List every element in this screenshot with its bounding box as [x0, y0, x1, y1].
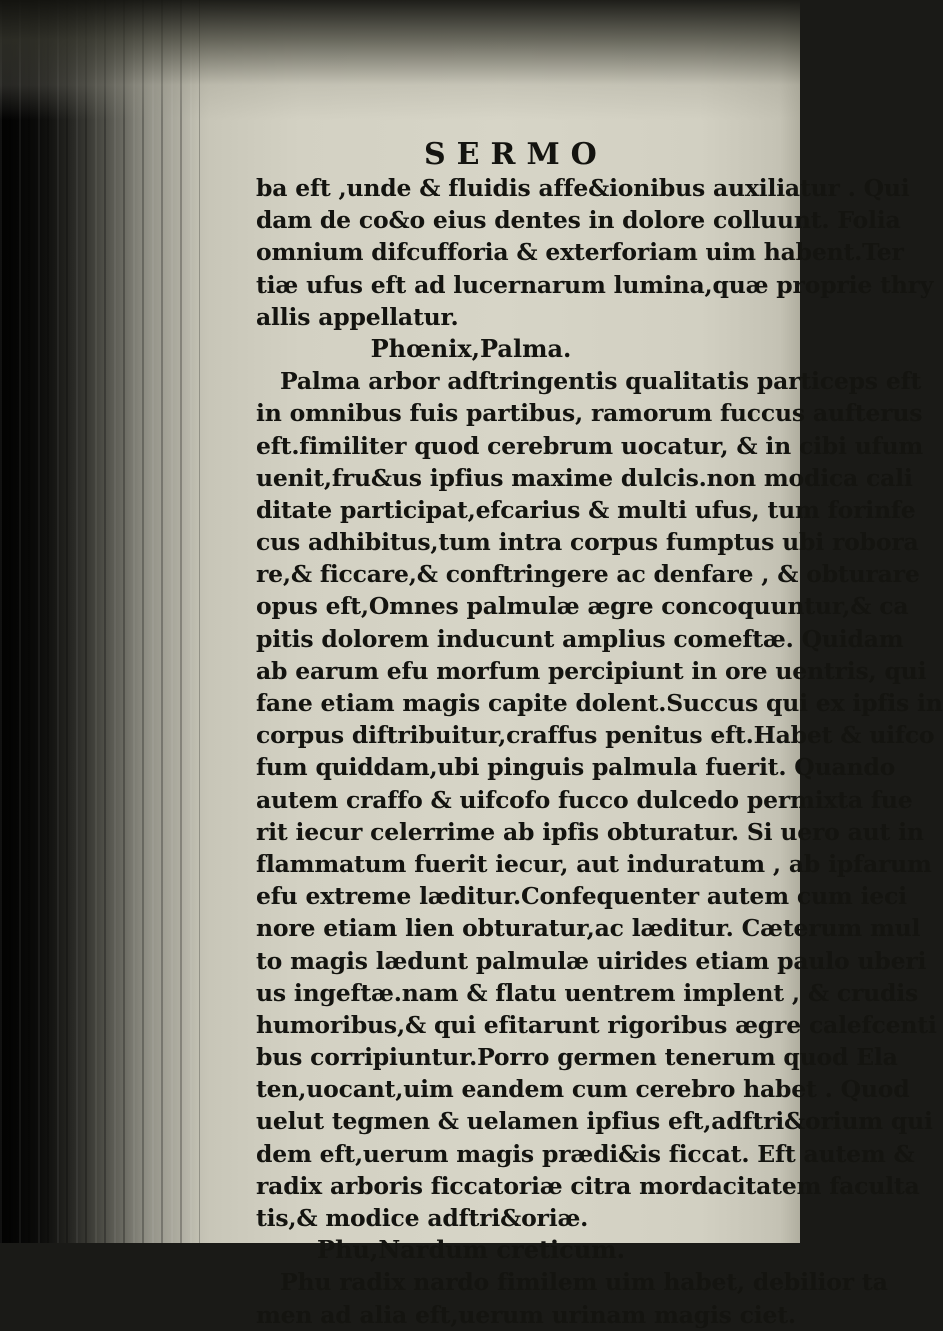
text-line: autem craffo & uifcofo fucco dulcedo permixta fue	[256, 785, 913, 814]
text-line: in omnibus fuis partibus, ramorum fuccus aufterus	[256, 399, 923, 428]
text-line: ten,uocant,uim eandem cum cerebro habet . Quod	[256, 1075, 910, 1104]
text-line: humoribus,& qui efitarunt rigoribus ægre calefcenti	[256, 1010, 937, 1039]
text-line: ditate participat,efcarius & multi ufus, tum forinfe	[256, 495, 916, 524]
running-head: SERMO	[424, 137, 608, 172]
text-line: ba eft ,unde & fluidis affe&ionibus auxiliatur . Qui	[256, 174, 910, 202]
text-line: Phu radix nardo fimilem uim habet, debilior ta	[280, 1268, 888, 1297]
text-line: tiæ ufus eft ad lucernarum lumina,quæ proprie thry	[256, 270, 934, 299]
text-line: re,& ficcare,& conftringere ac denfare , & obturare	[256, 560, 920, 589]
text-line: men ad alia eft,uerum urinam magis ciet.	[256, 1300, 796, 1329]
text-line: rit iecur celerrime ab ipfis obturatur. Si uero aut in	[256, 817, 924, 846]
text-line: cus adhibitus,tum intra corpus fumptus ubi robora	[256, 528, 919, 557]
text-line: dem eft,uerum magis prædi&is ficcat. Eft autem &	[256, 1139, 915, 1168]
text-line: allis appellatur.	[256, 302, 459, 331]
text-line: dam de co&o eius dentes in dolore colluunt. Folia	[256, 206, 901, 235]
text-line: tis,& modice adftri&oriæ.	[256, 1204, 589, 1232]
text-line: to magis lædunt palmulæ uirides etiam paulo uberi	[256, 946, 927, 975]
page-top-shadow	[0, 0, 800, 120]
text-line: corpus diftribuitur,craffus penitus eft.Habet & uifco	[256, 721, 935, 750]
section-heading: Phu,Nardum creticum.	[317, 1235, 625, 1265]
text-line: ab earum efu morfum percipiunt in ore uentris, qui	[256, 656, 927, 685]
text-line: flammatum fuerit iecur, aut induratum , ab ipfarum	[256, 849, 932, 878]
text-line: radix arboris ficcatoriæ citra mordacitatem faculta	[256, 1171, 920, 1200]
text-line: efu extreme læditur.Confequenter autem cum ieci	[256, 882, 907, 911]
text-line: Palma arbor adftringentis qualitatis particeps eft	[280, 367, 922, 396]
text-block	[256, 137, 943, 1331]
text-line: fum quiddam,ubi pinguis palmula fuerit. Quando	[256, 753, 896, 782]
text-lines	[256, 172, 943, 1331]
section-heading: Phœnix,Palma.	[370, 333, 572, 363]
text-line: pitis dolorem inducunt amplius comeftæ. Quidam	[256, 624, 904, 653]
book-binding-gutter	[0, 0, 200, 1243]
text-line: uelut tegmen & uelamen ipfius eft,adftri&orium qui	[256, 1107, 933, 1136]
text-line: uenit,fru&us ipfius maxime dulcis.non modica cali	[256, 463, 913, 492]
text-line: nore etiam lien obturatur,ac læditur. Cæterum mul	[256, 914, 921, 943]
text-line: eft.fimiliter quod cerebrum uocatur, & in cibi ufum	[256, 431, 924, 460]
text-line: omnium difcufforia & exterforiam uim habent.Ter	[256, 238, 904, 267]
text-line: bus corripiuntur.Porro germen tenerum quod Ela	[256, 1043, 898, 1072]
text-line: us ingeftæ.nam & flatu uentrem implent , & crudis	[256, 978, 919, 1007]
text-line: opus eft,Omnes palmulæ ægre concoquuntur,& ca	[256, 592, 909, 621]
text-line: fane etiam magis capite dolent.Succus qui ex ipfis in	[256, 689, 943, 717]
